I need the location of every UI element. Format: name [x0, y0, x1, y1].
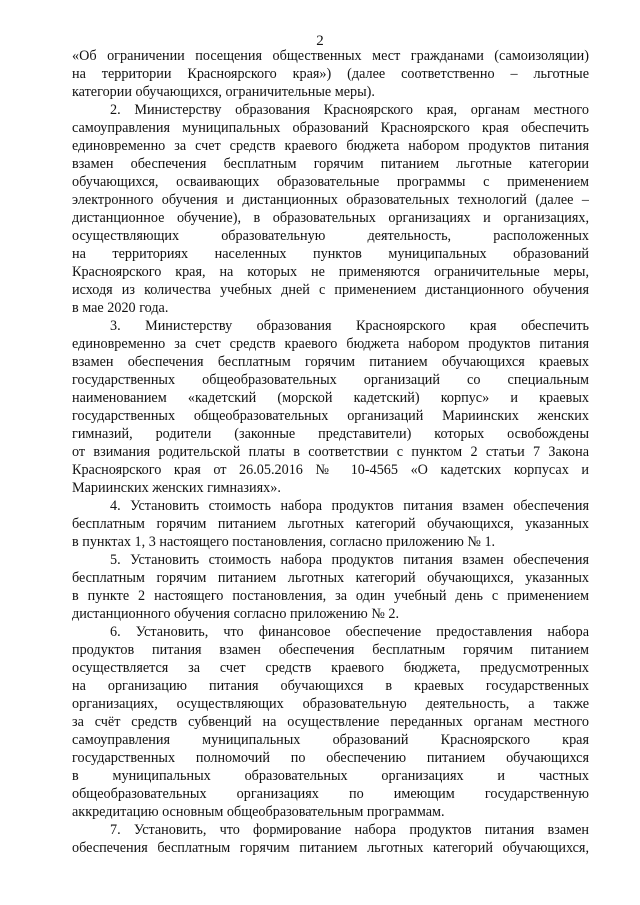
- text-line: Мариинских женских гимназиях».: [72, 480, 281, 496]
- text-line: продуктов питания взамен обеспечения бесплатным горячим питанием: [72, 642, 589, 658]
- text-line: единовременно за счет средств краевого бюджета набором продуктов питания: [72, 138, 589, 154]
- text-line: 5. Установить стоимость набора продуктов питания взамен обеспечения: [110, 552, 589, 568]
- text-line: наименованием «кадетский (морской кадетский) корпус» и краевых: [72, 390, 589, 406]
- paragraph-6: [72, 623, 589, 821]
- text-line: в мае 2020 года.: [72, 300, 169, 316]
- text-line: самоуправления муниципальных образований Красноярского края обеспечить: [72, 120, 589, 136]
- paragraph-4: [72, 497, 589, 551]
- text-line: в пунктах 1, 3 настоящего постановления, согласно приложению № 1.: [72, 534, 496, 550]
- text-line: самоуправления муниципальных образований Красноярского края: [72, 732, 589, 748]
- paragraph-continuation: [72, 47, 589, 101]
- text-line: общеобразовательных организациях по имеющим государственную: [72, 786, 589, 802]
- text-line: от взимания родительской платы в соответствии с пунктом 2 статьи 7 Закона: [72, 444, 589, 460]
- text-line: категории обучающихся, ограничительные меры).: [72, 84, 375, 100]
- text-line: Красноярского края от 26.05.2016 № 10-4565 «О кадетских корпусах и: [72, 462, 589, 478]
- text-line: обучающихся, осваивающих образовательные программы с применением: [72, 174, 589, 190]
- text-line: 6. Установить, что финансовое обеспечение предоставления набора: [110, 624, 589, 640]
- text-line: дистанционное обучение), в образовательных организациях и организациях,: [72, 210, 589, 226]
- text-line: взамен обеспечения бесплатным горячим питанием обучающихся краевых: [72, 354, 589, 370]
- text-line: в пункте 2 настоящего постановления, за один учебный день с применением: [72, 588, 589, 604]
- text-line: аккредитацию основным общеобразовательным программам.: [72, 804, 445, 820]
- text-line: 7. Установить, что формирование набора продуктов питания взамен: [110, 822, 589, 838]
- text-line: государственных общеобразовательных организаций Мариинских женских: [72, 408, 589, 424]
- text-line: на территориях населенных пунктов муниципальных образований: [72, 246, 589, 262]
- text-line: в муниципальных образовательных организациях и частных: [72, 768, 589, 784]
- text-line: на территории Красноярского края») (далее соответственно – льготные: [72, 66, 589, 82]
- text-line: единовременно за счет средств краевого бюджета набором продуктов питания: [72, 336, 589, 352]
- text-line: 3. Министерству образования Красноярского края обеспечить: [110, 318, 589, 334]
- paragraph-3: [72, 317, 589, 497]
- text-line: бесплатным горячим питанием льготных категорий обучающихся, указанных: [72, 516, 589, 532]
- paragraph-5: [72, 551, 589, 623]
- text-line: за счёт средств субвенций на осуществление переданных органам местного: [72, 714, 589, 730]
- text-line: дистанционного обучения согласно приложению № 2.: [72, 606, 400, 622]
- text-line: взамен обеспечения бесплатным горячим питанием льготные категории: [72, 156, 589, 172]
- text-line: государственных полномочий по обеспечению питанием обучающихся: [72, 750, 589, 766]
- text-line: Красноярского края, на которых не применяются ограничительные меры,: [72, 264, 589, 280]
- text-line: на организацию питания обучающихся в краевых государственных: [72, 678, 589, 694]
- text-line: электронного обучения и дистанционных образовательных технологий (далее –: [72, 192, 589, 208]
- text-line: организациях, осуществляющих образовательную деятельность, а также: [72, 696, 589, 712]
- text-line: обеспечения бесплатным горячим питанием льготных категорий обучающихся,: [72, 840, 589, 856]
- document-body: [72, 47, 589, 857]
- text-line: осуществляется за счет средств краевого бюджета, предусмотренных: [72, 660, 589, 676]
- paragraph-7: [72, 821, 589, 857]
- text-line: государственных общеобразовательных организаций со специальным: [72, 372, 589, 388]
- text-line: исходя из количества учебных дней с применением дистанционного обучения: [72, 282, 589, 298]
- text-line: «Об ограничении посещения общественных мест гражданами (самоизоляции): [72, 48, 589, 64]
- text-line: гимназий, родители (законные представители) которых освобождены: [72, 426, 589, 442]
- page-number: 2: [316, 33, 324, 49]
- text-line: 4. Установить стоимость набора продуктов питания взамен обеспечения: [110, 498, 589, 514]
- text-line: 2. Министерству образования Красноярского края, органам местного: [110, 102, 589, 118]
- text-line: бесплатным горячим питанием льготных категорий обучающихся, указанных: [72, 570, 589, 586]
- text-line: осуществляющих образовательную деятельность, расположенных: [72, 228, 589, 244]
- paragraph-2: [72, 101, 589, 317]
